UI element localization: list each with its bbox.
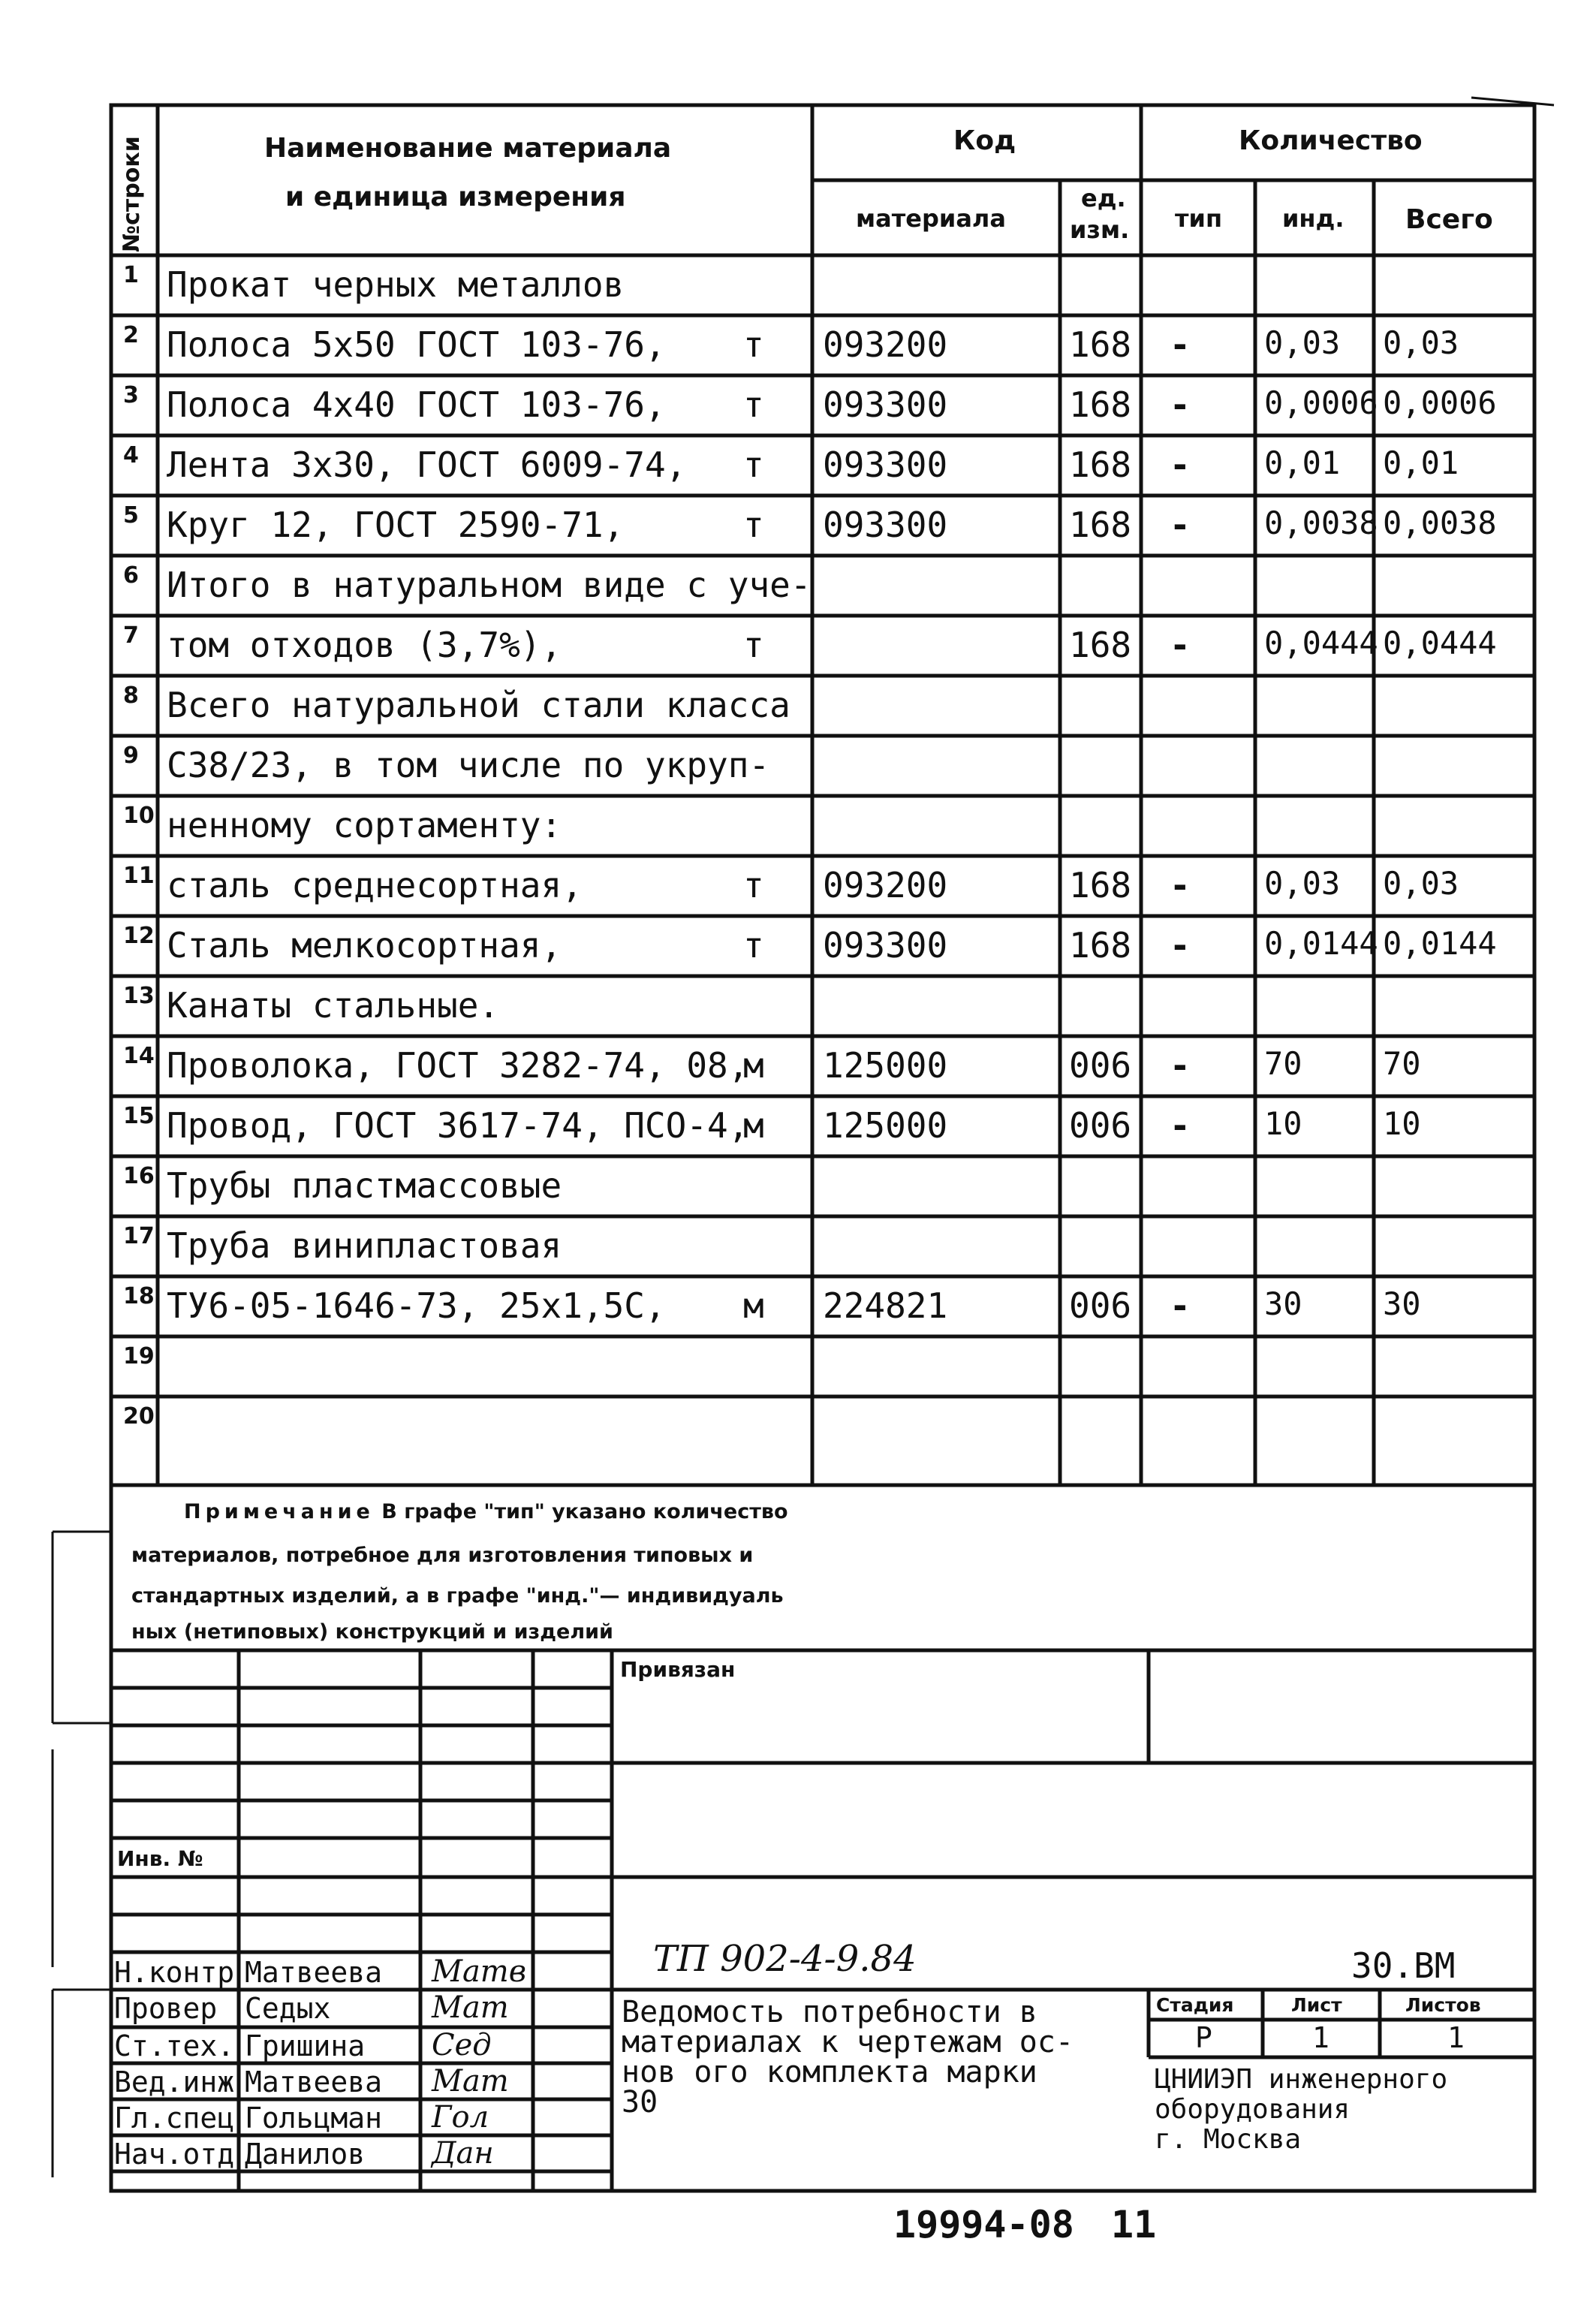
total-quantity: 0,03 xyxy=(1383,865,1459,902)
row-number: 18 xyxy=(123,1283,155,1309)
material-name: Итого в натуральном виде с уче- xyxy=(167,565,812,605)
signatory-name: Данилов xyxy=(245,2138,366,2171)
row-number: 19 xyxy=(123,1343,155,1369)
ind-quantity: 0,0144 xyxy=(1264,925,1378,962)
unit-code: 168 xyxy=(1069,505,1132,545)
unit-code: 006 xyxy=(1069,1045,1132,1086)
unit-code: 168 xyxy=(1069,324,1132,365)
signatory-role: Вед.инж xyxy=(114,2065,235,2099)
total-quantity: 10 xyxy=(1383,1105,1421,1142)
ind-quantity: 0,0444 xyxy=(1264,625,1378,661)
signature: Мат xyxy=(432,2064,509,2099)
material-unit: м xyxy=(743,1285,764,1326)
doc-title-line2: материалах к чертежам ос- xyxy=(622,2025,1074,2059)
signatory-name: Матвеева xyxy=(245,1956,383,1989)
material-code: 093300 xyxy=(823,505,948,545)
quantity-header: Количество xyxy=(1239,125,1423,156)
row-number: 8 xyxy=(123,682,139,709)
org-line3: г. Москва xyxy=(1155,2124,1302,2155)
total-quantity: 0,03 xyxy=(1383,324,1459,361)
note-title: Примечание В графе "тип" указано количество xyxy=(184,1500,788,1523)
org-line1: ЦНИИЭП инженерного xyxy=(1155,2064,1448,2095)
material-name: Полоса 5x50 ГОСТ 103-76, xyxy=(167,324,666,365)
row-number: 11 xyxy=(123,863,155,889)
type-header: тип xyxy=(1175,204,1223,233)
signatory-role: Гл.спец xyxy=(114,2102,235,2135)
material-code: 093300 xyxy=(823,925,948,966)
ind-quantity: 70 xyxy=(1264,1045,1302,1082)
unit-header-line1: ед. xyxy=(1081,184,1126,212)
row-number: 7 xyxy=(123,622,139,649)
signatory-role: Н.контр xyxy=(114,1956,235,1989)
doc-title-line1: Ведомость потребности в xyxy=(622,1995,1037,2029)
material-unit: т xyxy=(743,625,764,665)
total-header: Всего xyxy=(1405,204,1493,235)
material-name: ненному сортаменту: xyxy=(167,805,562,845)
org-line2: оборудования xyxy=(1155,2094,1351,2125)
material-name: Круг 12, ГОСТ 2590-71, xyxy=(167,505,625,545)
total-quantity: 0,01 xyxy=(1383,444,1459,481)
signature: Мат xyxy=(432,1990,509,2025)
type-quantity: - xyxy=(1170,925,1191,966)
row-number: 3 xyxy=(123,382,139,408)
page-number: 11 xyxy=(1111,2203,1157,2246)
material-code: 125000 xyxy=(823,1045,948,1086)
material-name: том отходов (3,7%), xyxy=(167,625,562,665)
material-code: 224821 xyxy=(823,1285,948,1326)
material-unit: т xyxy=(743,925,764,966)
signatory-role: Провер xyxy=(114,1992,218,2025)
material-name: Всего натуральной стали класса xyxy=(167,685,790,725)
ind-quantity: 0,03 xyxy=(1264,865,1341,902)
row-number: 14 xyxy=(123,1043,155,1069)
ind-quantity: 0,0006 xyxy=(1264,384,1378,421)
inv-number-label: Инв. № xyxy=(117,1846,203,1871)
signature: Сед xyxy=(432,2028,492,2062)
material-code: 125000 xyxy=(823,1105,948,1146)
unit-code: 168 xyxy=(1069,865,1132,905)
ind-header: инд. xyxy=(1282,204,1345,233)
doc-title-line3: нов ого комплекта марки xyxy=(622,2055,1037,2090)
note-line2: материалов, потребное для изготовления типовых и xyxy=(131,1544,754,1567)
material-unit: м xyxy=(743,1045,764,1086)
total-quantity: 0,0444 xyxy=(1383,625,1497,661)
ind-quantity: 10 xyxy=(1264,1105,1302,1142)
material-code: 093300 xyxy=(823,444,948,485)
row-number: 4 xyxy=(123,442,139,469)
type-quantity: - xyxy=(1170,625,1191,665)
row-number: 17 xyxy=(123,1223,155,1249)
code-header: Код xyxy=(953,125,1016,156)
signature: Матв xyxy=(432,1954,527,1989)
material-name: Трубы пластмассовые xyxy=(167,1165,562,1206)
archive-number: 19994-08 xyxy=(893,2203,1074,2246)
material-unit: т xyxy=(743,384,764,425)
unit-code: 168 xyxy=(1069,625,1132,665)
total-quantity: 30 xyxy=(1383,1285,1421,1322)
material-name: Проволока, ГОСТ 3282-74, 08, xyxy=(167,1045,749,1086)
signatory-role: Нач.отд xyxy=(114,2138,235,2171)
total-quantity: 0,0006 xyxy=(1383,384,1497,421)
material-name: сталь среднесортная, xyxy=(167,865,583,905)
type-quantity: - xyxy=(1170,384,1191,425)
material-code: 093200 xyxy=(823,324,948,365)
row-number: 2 xyxy=(123,322,139,348)
name-header-line1: Наименование материала xyxy=(264,133,672,164)
signatory-name: Седых xyxy=(245,1992,331,2025)
row-number: 6 xyxy=(123,562,139,589)
unit-code: 006 xyxy=(1069,1105,1132,1146)
material-unit: т xyxy=(743,444,764,485)
material-unit: т xyxy=(743,324,764,365)
row-number: 9 xyxy=(123,743,139,769)
sheet-value: 1 xyxy=(1312,2021,1329,2054)
name-header-line2: и единица измерения xyxy=(285,182,626,212)
unit-code: 168 xyxy=(1069,384,1132,425)
row-number: 15 xyxy=(123,1103,155,1129)
sheets-label: Листов xyxy=(1405,1994,1481,2016)
material-name: Канаты стальные. xyxy=(167,985,500,1026)
type-quantity: - xyxy=(1170,1045,1191,1086)
material-name: ТУ6-05-1646-73, 25x1,5С, xyxy=(167,1285,666,1326)
material-unit: т xyxy=(743,505,764,545)
row-number: 10 xyxy=(123,803,155,829)
signatory-name: Матвеева xyxy=(245,2065,383,2099)
material-unit: т xyxy=(743,865,764,905)
type-quantity: - xyxy=(1170,324,1191,365)
row-number: 1 xyxy=(123,262,139,288)
stage-label: Стадия xyxy=(1156,1994,1234,2016)
ind-quantity: 30 xyxy=(1264,1285,1302,1322)
row-number: 5 xyxy=(123,502,139,529)
row-number: 12 xyxy=(123,923,155,949)
note-line4: ных (нетиповых) конструкций и изделий xyxy=(131,1620,613,1644)
material-code: 093200 xyxy=(823,865,948,905)
material-name: Провод, ГОСТ 3617-74, ПСО-4, xyxy=(167,1105,749,1146)
material-name: Полоса 4x40 ГОСТ 103-76, xyxy=(167,384,666,425)
type-quantity: - xyxy=(1170,444,1191,485)
stage-value: Р xyxy=(1195,2021,1212,2054)
type-quantity: - xyxy=(1170,865,1191,905)
note-line3: стандартных изделий, а в графе "инд."— индивидуаль xyxy=(131,1584,784,1607)
sheet-code: 30.ВМ xyxy=(1351,1945,1456,1986)
unit-header-line2: изм. xyxy=(1070,215,1130,244)
type-quantity: - xyxy=(1170,1105,1191,1146)
ind-quantity: 0,0038 xyxy=(1264,505,1378,541)
total-quantity: 70 xyxy=(1383,1045,1421,1082)
material-name: Лента 3x30, ГОСТ 6009-74, xyxy=(167,444,687,485)
unit-code: 006 xyxy=(1069,1285,1132,1326)
ind-quantity: 0,03 xyxy=(1264,324,1341,361)
type-quantity: - xyxy=(1170,505,1191,545)
signature: Дан xyxy=(432,2136,494,2171)
unit-code: 168 xyxy=(1069,925,1132,966)
signatory-role: Ст.тех. xyxy=(114,2029,235,2062)
sheets-value: 1 xyxy=(1447,2021,1465,2054)
row-number: 16 xyxy=(123,1163,155,1189)
row-number: 20 xyxy=(123,1403,155,1430)
signature: Гол xyxy=(432,2100,489,2135)
material-name: С38/23, в том числе по укруп- xyxy=(167,745,770,785)
material-code: 093300 xyxy=(823,384,948,425)
doc-title-line4: 30 xyxy=(622,2085,658,2120)
material-name: Прокат черных металлов xyxy=(167,264,625,305)
row-number-header: №строки xyxy=(119,136,145,252)
unit-code: 168 xyxy=(1069,444,1132,485)
ind-quantity: 0,01 xyxy=(1264,444,1341,481)
total-quantity: 0,0038 xyxy=(1383,505,1497,541)
signatory-name: Гришина xyxy=(245,2029,366,2062)
material-name: Труба винипластовая xyxy=(167,1225,562,1266)
signatory-name: Гольцман xyxy=(245,2102,383,2135)
material-header: материала xyxy=(856,204,1006,233)
privyazan-label: Привязан xyxy=(620,1657,736,1682)
sheet-label: Лист xyxy=(1291,1994,1342,2016)
total-quantity: 0,0144 xyxy=(1383,925,1497,962)
project-code: ТП 902-4-9.84 xyxy=(653,1938,917,1980)
material-name: Сталь мелкосортная, xyxy=(167,925,562,966)
type-quantity: - xyxy=(1170,1285,1191,1326)
row-number: 13 xyxy=(123,983,155,1009)
material-unit: м xyxy=(743,1105,764,1146)
